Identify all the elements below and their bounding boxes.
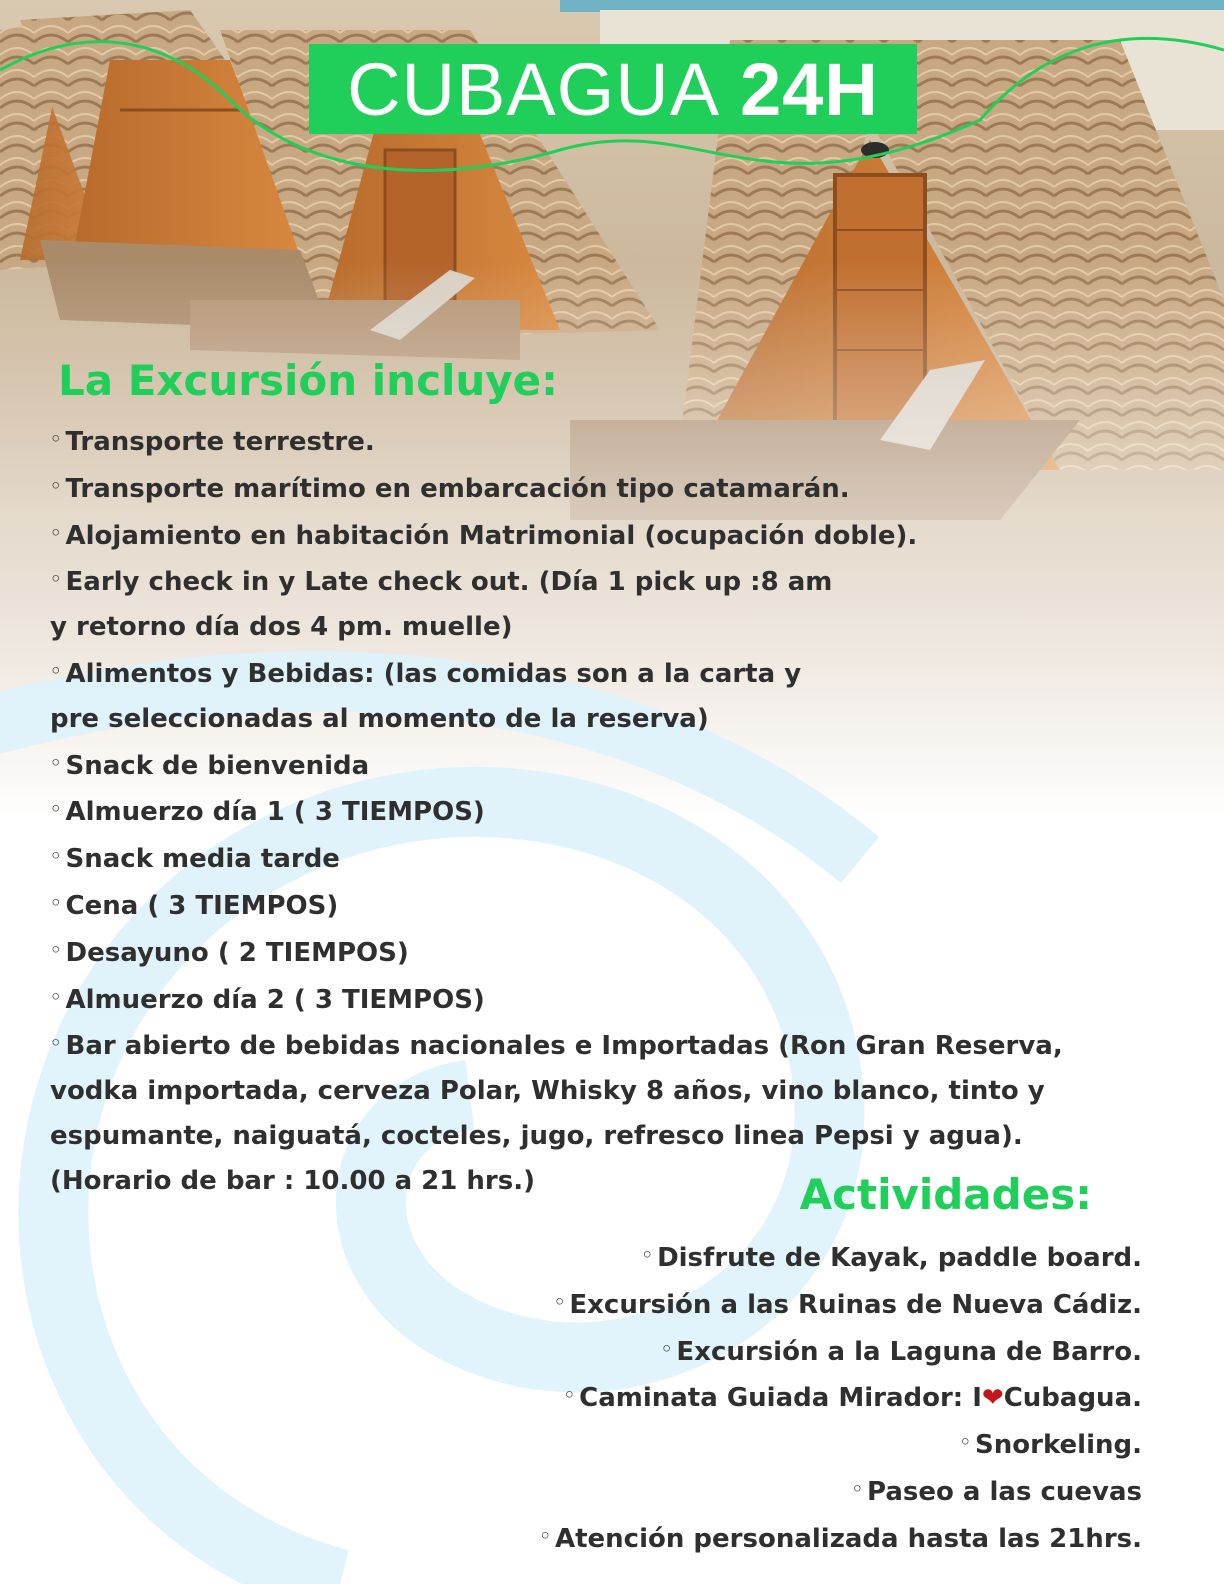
includes-item: ◦ Bar abierto de bebidas nacionales e Importadas (Ron Gran Reserva, [50,1031,1063,1062]
title-light: CUBAGUA [347,47,721,131]
includes-item: ◦ Early check in y Late check out. (Día 1 pick up :8 am [50,567,833,598]
bullet-icon: ◦ [50,660,62,682]
activity-item: ◦ Snorkeling. [959,1430,1142,1461]
bullet-icon: ◦ [50,799,62,821]
includes-item: ◦ Desayuno ( 2 TIEMPOS) [50,937,409,968]
heart-icon: ❤ [981,1383,1004,1414]
includes-title: La Excursión incluye: [58,356,558,405]
includes-item-continuation: y retorno día dos 4 pm. muelle) [50,612,513,643]
includes-item: ◦ Alojamiento en habitación Matrimonial (ocupación doble). [50,520,918,551]
bullet-icon: ◦ [553,1291,566,1313]
includes-item-continuation: (Horario de bar : 10.00 a 21 hrs.) [50,1165,535,1196]
bullet-icon: ◦ [959,1432,972,1454]
bullet-icon: ◦ [563,1385,576,1407]
bullet-icon: ◦ [50,939,62,961]
bullet-icon: ◦ [50,846,62,868]
bullet-icon: ◦ [660,1338,673,1360]
includes-item: ◦ Snack media tarde [50,844,340,875]
activity-item: ◦ Atención personalizada hasta las 21hrs. [539,1523,1142,1554]
bullet-icon: ◦ [539,1525,551,1547]
includes-item: ◦ Alimentos y Bebidas: (las comidas son a la carta y [50,658,802,689]
bullet-icon: ◦ [50,569,62,591]
bullet-icon: ◦ [50,522,62,544]
includes-item: ◦ Almuerzo día 2 ( 3 TIEMPOS) [50,984,485,1015]
includes-item-continuation: pre seleccionadas al momento de la reserva) [50,703,709,734]
includes-item: ◦ Transporte marítimo en embarcación tipo catamarán. [50,473,850,504]
activities-title: Actividades: [799,1170,1092,1219]
bullet-icon: ◦ [50,429,62,450]
bullet-icon: ◦ [50,475,62,497]
bullet-icon: ◦ [641,1245,654,1266]
activity-item: ◦ Excursión a la Laguna de Barro. [660,1336,1142,1367]
includes-item: ◦ Cena ( 3 TIEMPOS) [50,890,339,921]
bullet-icon: ◦ [50,752,62,774]
includes-item-continuation: espumante, naiguatá, cocteles, jugo, refresco linea Pepsi y agua). [50,1120,1023,1151]
activity-item: ◦ Excursión a las Ruinas de Nueva Cádiz. [553,1289,1142,1320]
title-banner [309,44,917,134]
bullet-icon: ◦ [50,892,62,914]
activity-item: ◦ Paseo a las cuevas [851,1476,1142,1507]
includes-list [50,418,1063,1204]
bullet-icon: ◦ [50,986,62,1008]
title-bold: 24H [740,47,879,131]
bullet-icon: ◦ [851,1478,863,1500]
includes-item: ◦ Snack de bienvenida [50,750,370,781]
activities-list [539,1234,1142,1562]
includes-item-continuation: vodka importada, cerveza Polar, Whisky 8 años, vino blanco, tinto y [50,1076,1045,1107]
includes-item: ◦ Transporte terrestre. [50,427,375,457]
activity-item: ◦ Caminata Guiada Mirador: I❤Cubagua. [563,1383,1142,1414]
bullet-icon: ◦ [50,1033,62,1055]
activity-item: ◦ Disfrute de Kayak, paddle board. [641,1243,1142,1273]
includes-item: ◦ Almuerzo día 1 ( 3 TIEMPOS) [50,797,485,828]
